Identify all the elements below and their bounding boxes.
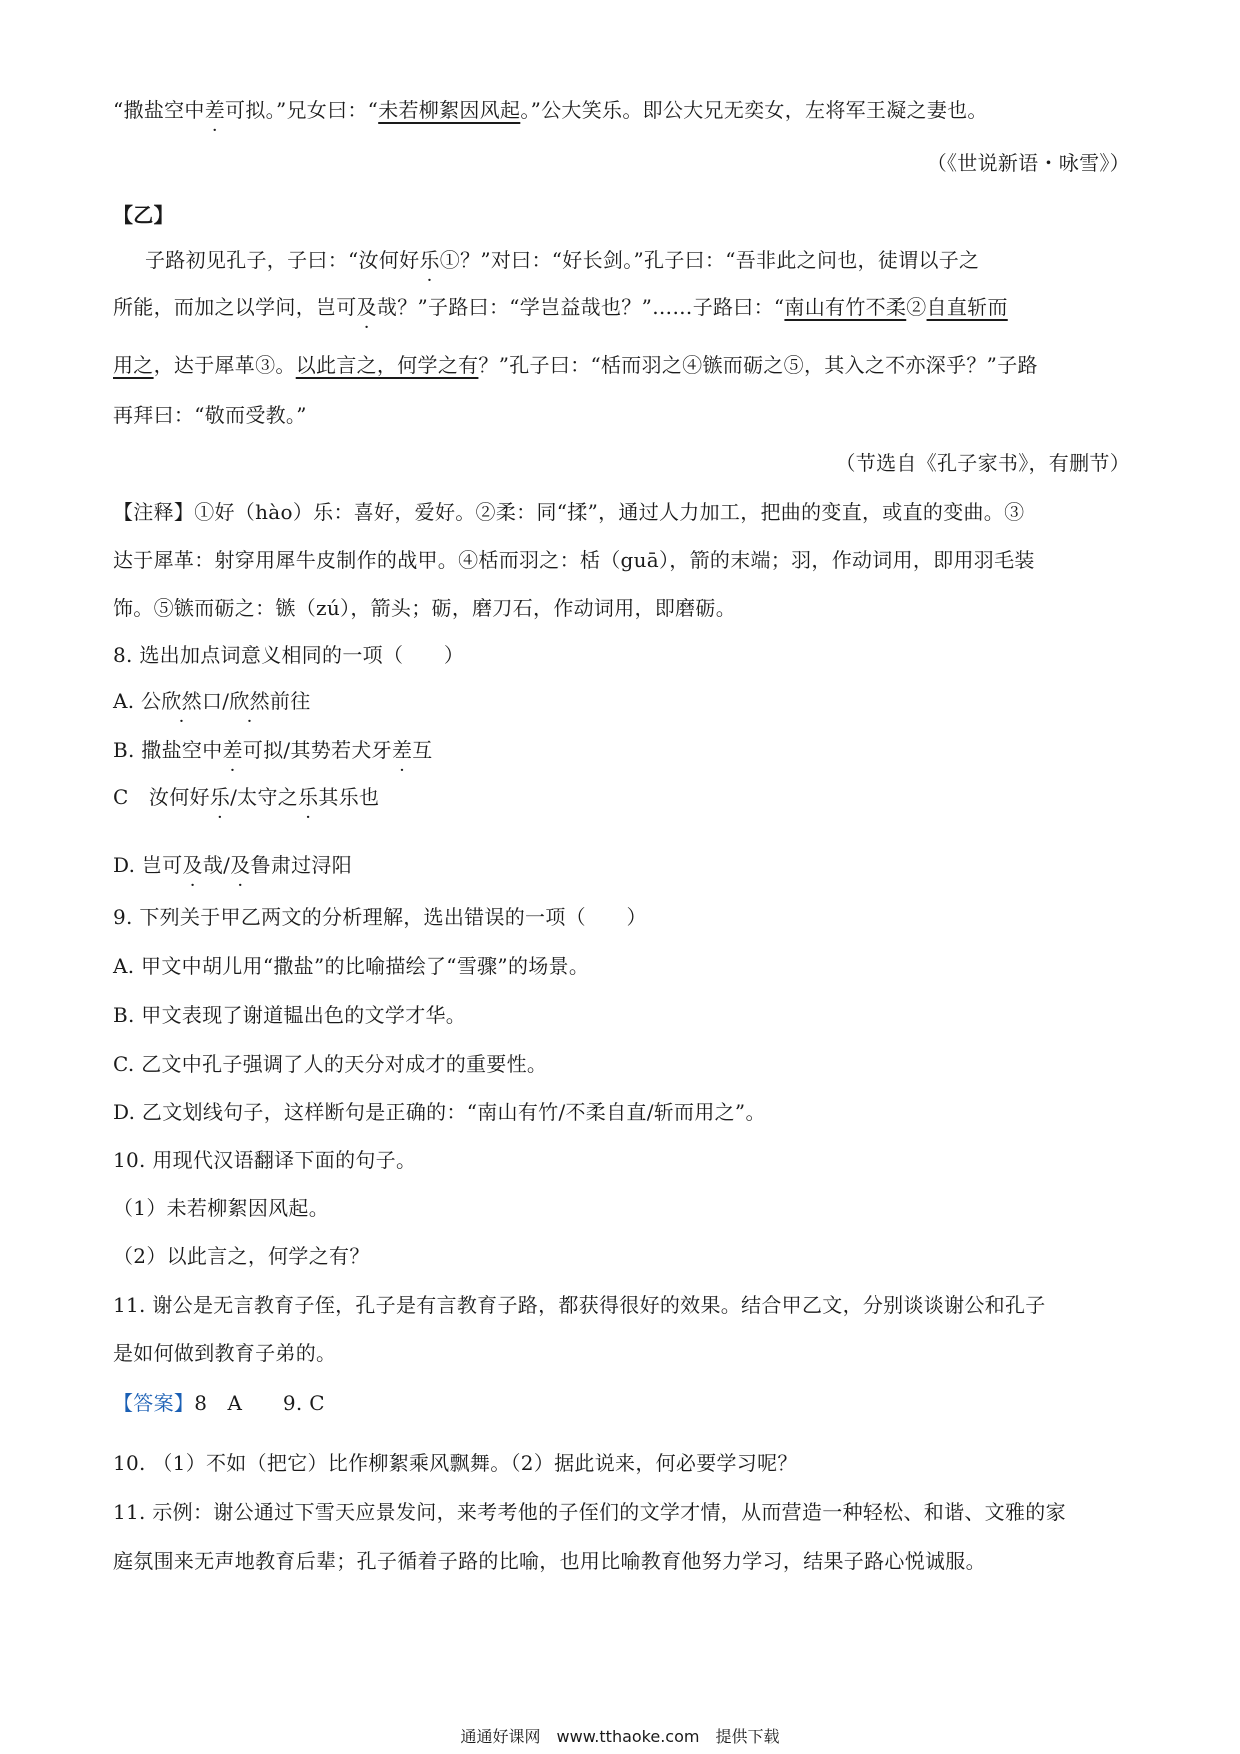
text: 可拟/其势若犬牙 <box>242 738 392 762</box>
answers-q11-line-2: 庭氛围来无声地教育后辈；孔子循着子路的比喻，也用比喻教育他努力学习，结果子路心悦诚服。 <box>113 1549 986 1573</box>
underlined-sentence: 以此言之，何学之有 <box>295 353 479 377</box>
underlined-sentence: 用之 <box>113 353 154 377</box>
text: 鲁肃过浔阳 <box>250 853 353 877</box>
underlined-sentence: 未若柳絮因风起 <box>378 98 521 122</box>
dotted-word: 及 <box>230 853 251 877</box>
text: A. 公 <box>113 689 162 713</box>
passage-b-line-2 <box>113 292 1130 322</box>
text: 所能，而加之以学问，岂可 <box>113 295 357 319</box>
passage-b-line-1 <box>145 245 1130 275</box>
answers-q11-line-1: 11. 示例：谢公通过下雪天应景发问，来考考他的子侄们的文学才情，从而营造一种轻松、和谐、文雅的家 <box>113 1500 1066 1524</box>
dotted-word: 欣然 <box>229 689 270 713</box>
question-10-sentence-2: （2）以此言之，何学之有？ <box>113 1244 370 1268</box>
dotted-word: 差 <box>391 738 413 762</box>
text: /太守之 <box>230 785 299 809</box>
underlined-sentence: 自直斩而 <box>926 295 1008 319</box>
question-8-option-d <box>113 850 1130 880</box>
question-9-option-a: A. 甲文中胡儿用“撒盐”的比喻描绘了“雪骤”的场景。 <box>113 954 590 978</box>
answers-q10: 10. （1）不如（把它）比作柳絮乘风飘舞。（2）据此说来，何必要学习呢？ <box>113 1451 798 1475</box>
passage-a-line-1 <box>113 95 1130 125</box>
answers-line-1 <box>113 1388 1130 1418</box>
question-11-line-2: 是如何做到教育子弟的。 <box>113 1341 337 1365</box>
question-10-stem: 10. 用现代汉语翻译下面的句子。 <box>113 1148 417 1172</box>
text: ？”孔子曰：“栝而羽之④镞而砺之⑤，其入之不亦深乎？”子路 <box>478 353 1038 377</box>
text: 其乐也 <box>318 785 380 809</box>
question-8-stem: 8. 选出加点词意义相同的一项（ ） <box>113 643 465 667</box>
passage-b-source: （节选自《孔子家书》，有删节） <box>835 451 1130 475</box>
underlined-sentence: 南山有竹不柔 <box>784 295 907 319</box>
question-8-option-c <box>113 782 1130 812</box>
text: “撒盐空中 <box>113 98 205 122</box>
dotted-word: 及 <box>356 295 377 319</box>
text: 。”公大笑乐。即公大兄无奕女，左将军王凝之妻也。 <box>520 98 988 122</box>
dotted-word: 欣然 <box>161 689 202 713</box>
text: 互 <box>412 738 433 762</box>
dotted-word: 乐 <box>298 785 319 809</box>
text: 可拟。”兄女曰：“ <box>225 98 379 122</box>
text: ② <box>906 295 927 319</box>
question-9-stem: 9. 下列关于甲乙两文的分析理解，选出错误的一项（ ） <box>113 905 647 929</box>
question-9-option-b: B. 甲文表现了谢道韫出色的文学才华。 <box>113 1003 467 1027</box>
text: ①？”对曰：“好长剑。”孔子曰：“吾非此之问也，徒谓以子之 <box>439 248 980 272</box>
notes-line-2: 达于犀革：射穿用犀牛皮制作的战甲。④栝而羽之：栝（guā），箭的末端；羽，作动词用，即用羽毛装 <box>113 548 1035 572</box>
passage-a-source: （《世说新语・咏雪》） <box>926 151 1130 175</box>
answer-label: 【答案】 <box>113 1391 195 1415</box>
dotted-word: 差 <box>204 98 226 122</box>
dotted-word: 差 <box>222 738 243 762</box>
notes-line-3: 饰。⑤镞而砺之：镞（zú），箭头；砺，磨刀石，作动词用，即磨砺。 <box>113 596 737 620</box>
text: 口/ <box>201 689 230 713</box>
text: 子路初见孔子，子曰：“汝何好 <box>145 248 420 272</box>
passage-b-line-3 <box>113 350 1130 380</box>
text: 哉？”子路曰：“学岂益哉也？”……子路曰：“ <box>376 295 785 319</box>
text: ，达于犀革③。 <box>153 353 296 377</box>
dotted-word: 乐 <box>209 785 231 809</box>
passage-b-line-4: 再拜曰：“敬而受教。” <box>113 403 307 427</box>
page-footer: 通通好课网 www.tthaoke.com 提供下载 <box>460 1727 780 1746</box>
text: 哉/ <box>202 853 231 877</box>
text: B. 撒盐空中 <box>113 738 223 762</box>
question-10-sentence-1: （1）未若柳絮因风起。 <box>113 1196 330 1220</box>
question-8-option-a <box>113 686 1130 716</box>
question-9-option-c: C. 乙文中孔子强调了人的天分对成才的重要性。 <box>113 1052 548 1076</box>
answers-8-9: 8 A 9. C <box>194 1391 325 1415</box>
dotted-word: 及 <box>182 853 203 877</box>
question-9-option-d: D. 乙文划线句子，这样断句是正确的：“南山有竹/不柔自直/斩而用之”。 <box>113 1100 766 1124</box>
question-8-option-b <box>113 735 1130 765</box>
notes-line-1: 【注释】①好（hào）乐：喜好，爱好。②柔：同“揉”，通过人力加工，把曲的变直，或直的变曲。③ <box>113 500 1025 524</box>
passage-b-heading: 【乙】 <box>113 203 174 227</box>
question-11-line-1: 11. 谢公是无言教育子侄，孔子是有言教育子路，都获得很好的效果。结合甲乙文，分别谈谈谢公和孔子 <box>113 1293 1046 1317</box>
text: D. 岂可 <box>113 853 183 877</box>
dotted-word: 乐 <box>419 248 440 272</box>
text: C 汝何好 <box>113 785 210 809</box>
text: 前往 <box>269 689 311 713</box>
